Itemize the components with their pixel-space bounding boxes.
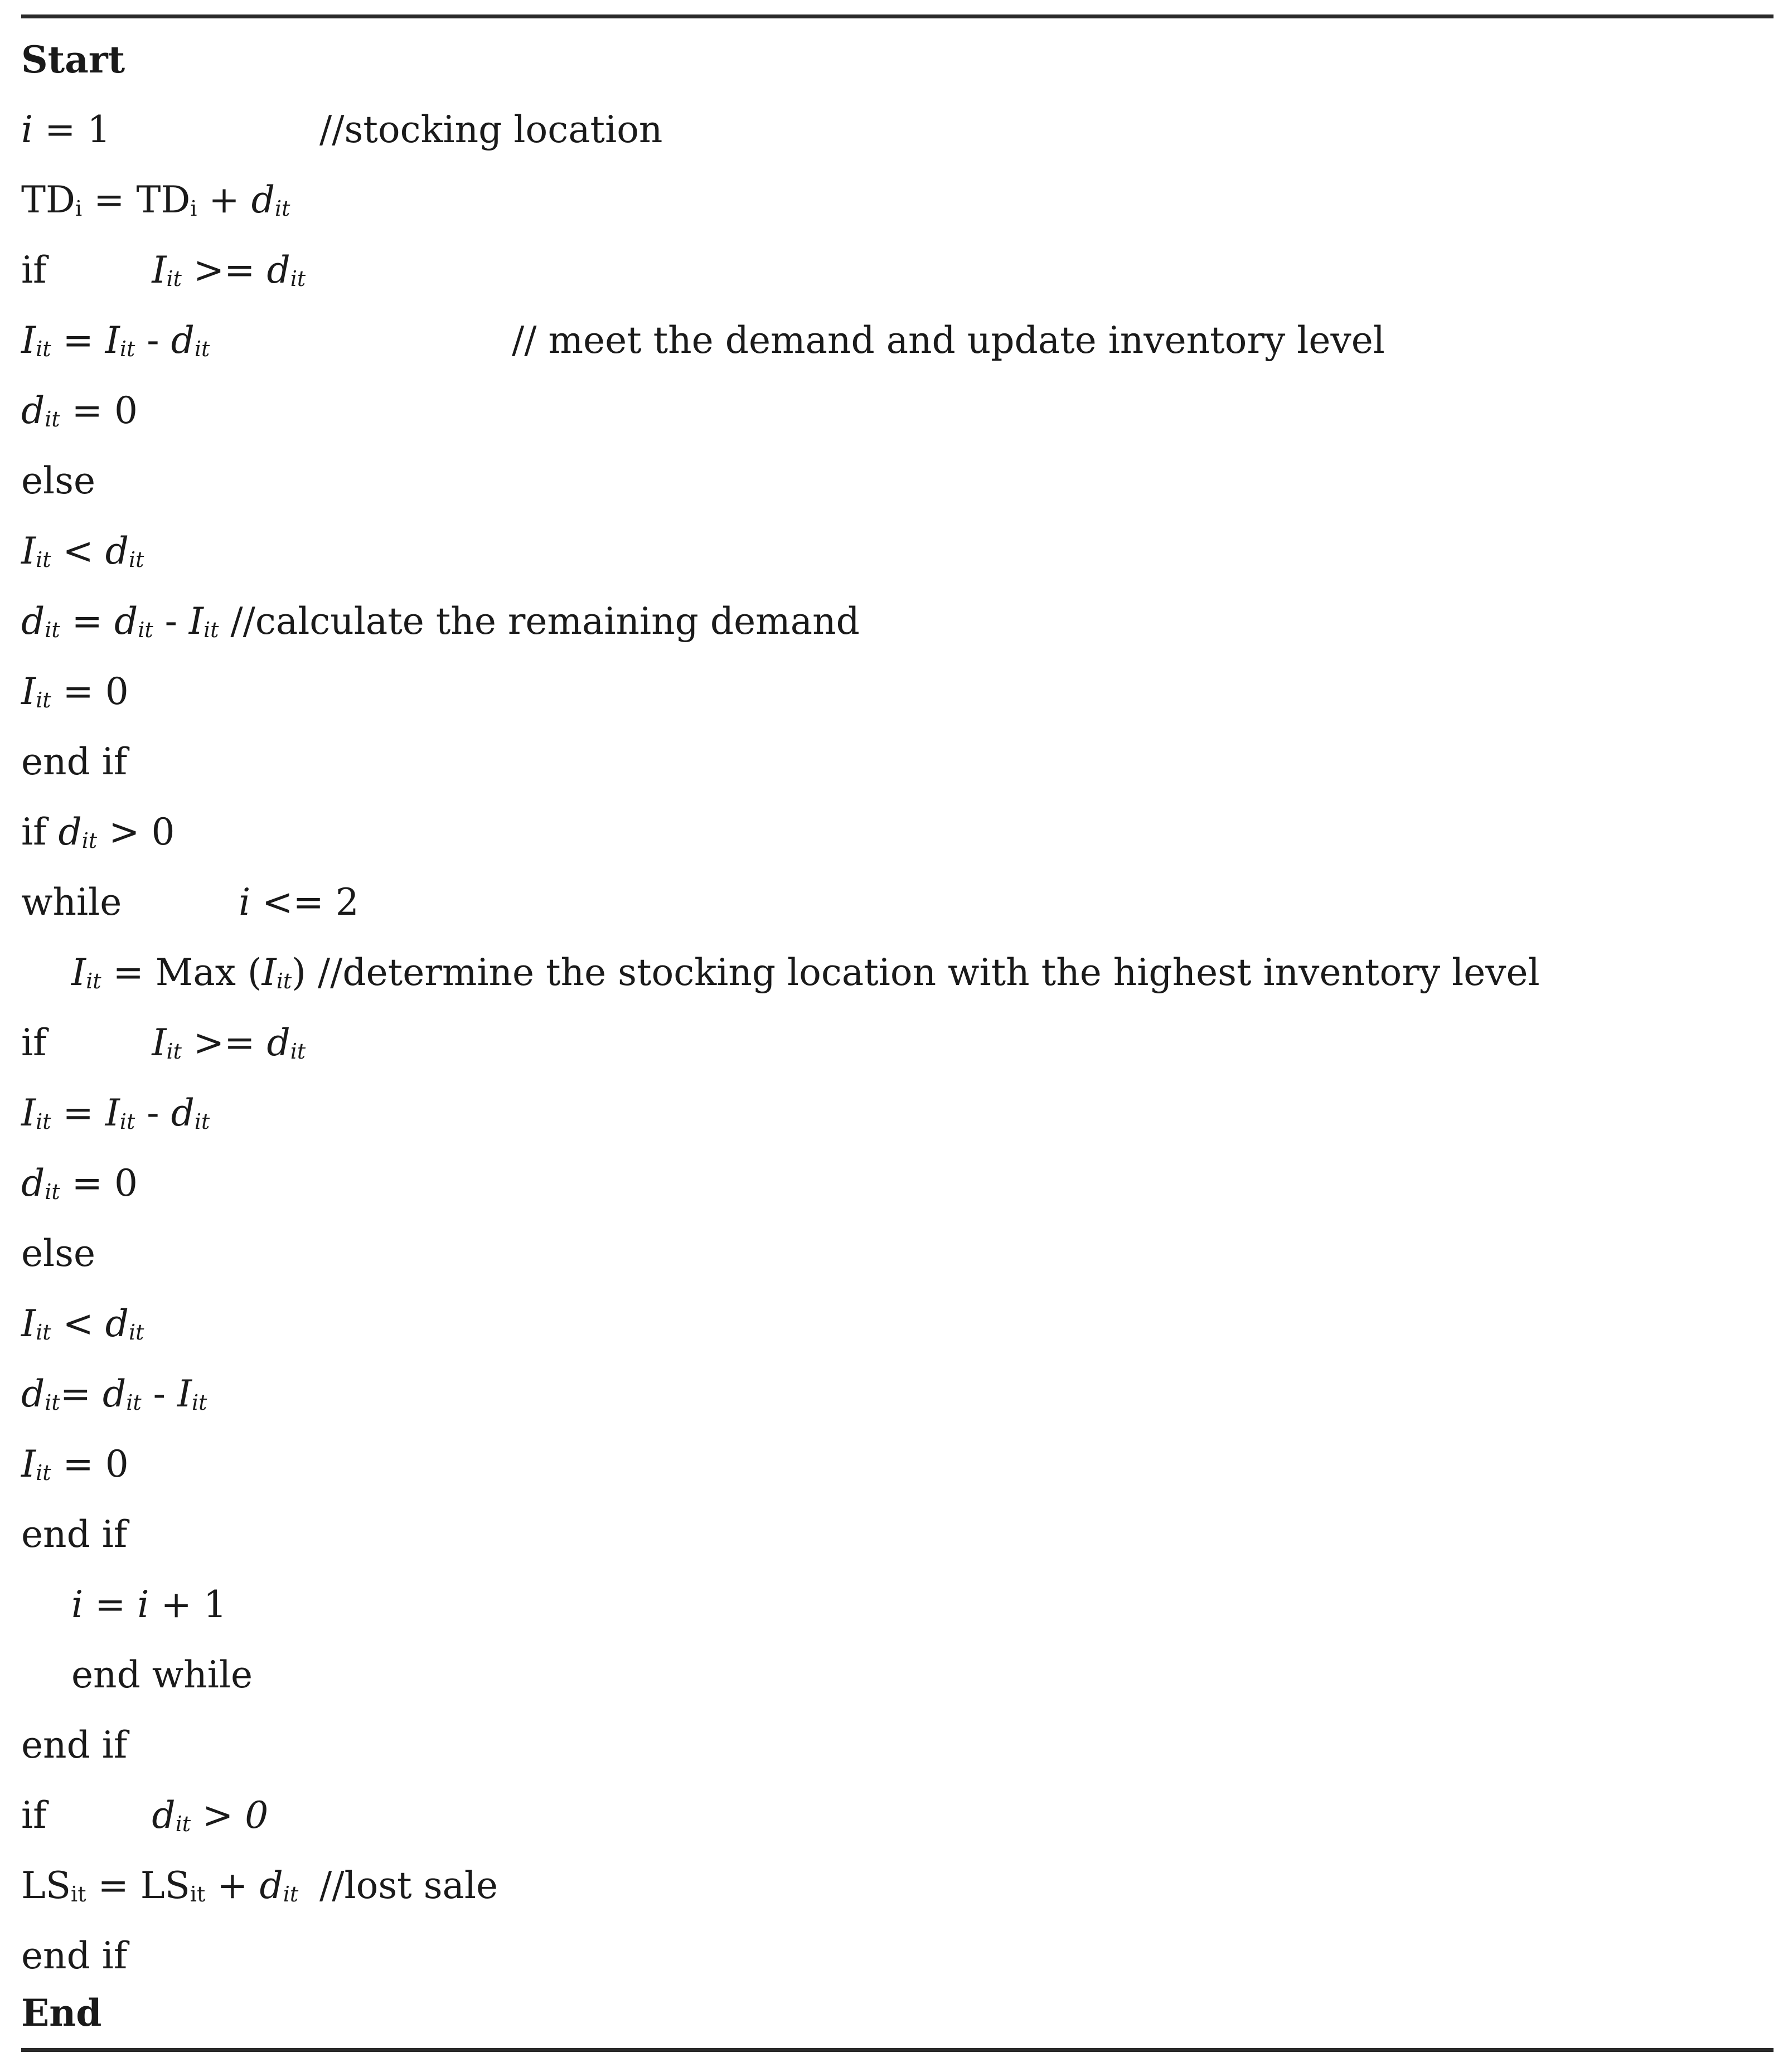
algo-line-23 [71, 1640, 253, 1710]
algo-code: LSit = LSit + dit [21, 1864, 299, 1907]
algo-line-1 [21, 95, 663, 165]
algo-line-25 [21, 1780, 268, 1851]
algo-code: Iit < dit [21, 530, 144, 572]
algo-code: dit = 0 [21, 389, 138, 432]
algo-line-5 [21, 376, 138, 446]
algo-code: end if [21, 1513, 128, 1556]
algo-line-12 [21, 867, 359, 938]
end-keyword: End [21, 1991, 102, 2035]
algo-line-9 [21, 657, 129, 727]
algo-line-16 [21, 1148, 138, 1219]
bottom-rule [21, 2048, 1774, 2052]
algo-code: if Iit >= dit [21, 1021, 306, 1064]
algo-line-17 [21, 1219, 95, 1289]
algo-line-24 [21, 1710, 127, 1780]
algo-comment: //lost sale [319, 1864, 498, 1907]
algo-code: Iit = Iit - dit [21, 319, 210, 362]
algo-line-19 [21, 1359, 207, 1429]
algo-line-14 [21, 1008, 306, 1078]
algo-code: i = 1 [21, 108, 111, 151]
algo-code: end if [21, 1934, 128, 1977]
algo-line-13 [71, 938, 1540, 1008]
algo-line-2 [21, 165, 290, 235]
algo-line-21 [21, 1500, 127, 1570]
algo-code: TDi = TDi + dit [21, 178, 290, 221]
algo-line-start [21, 25, 125, 95]
algo-code: Iit = Max (Iit) [71, 951, 318, 994]
algo-code: dit = 0 [21, 1162, 138, 1205]
algo-code: if Iit >= dit [21, 249, 306, 292]
algo-code: Iit < dit [21, 1302, 144, 1345]
algo-line-10 [21, 727, 127, 797]
algo-line-15 [21, 1078, 210, 1148]
algo-code: if dit > 0 [21, 811, 175, 853]
algo-code: else [21, 459, 96, 502]
algo-code: end while [71, 1653, 253, 1696]
algo-line-11 [21, 797, 175, 867]
algo-comment: // meet the demand and update inventory level [512, 319, 1385, 362]
algo-code: Iit = 0 [21, 670, 129, 713]
algo-code: Iit = Iit - dit [21, 1091, 210, 1134]
top-rule [21, 14, 1774, 18]
algo-line-22 [71, 1570, 227, 1640]
start-keyword: Start [21, 38, 125, 81]
algo-comment: //determine the stocking location with the highest inventory level [317, 951, 1540, 994]
algo-code: else [21, 1232, 96, 1275]
algo-line-6 [21, 446, 95, 516]
algo-code: end if [21, 740, 128, 783]
algo-code: Iit = 0 [21, 1443, 129, 1486]
algo-comment: //stocking location [319, 108, 663, 151]
algo-line-18 [21, 1289, 144, 1359]
algo-line-26 [21, 1851, 498, 1921]
algo-code: while i <= 2 [21, 881, 359, 924]
algo-line-end [21, 1978, 101, 2048]
algo-code: if dit > 0 [21, 1794, 269, 1837]
algo-code: end if [21, 1724, 128, 1767]
algo-line-4 [21, 305, 1385, 376]
algo-line-8 [21, 586, 860, 657]
algo-line-7 [21, 516, 144, 586]
algo-line-3 [21, 235, 306, 305]
algo-code: dit= dit - Iit [21, 1372, 207, 1415]
algo-line-20 [21, 1429, 129, 1500]
algo-code: dit = dit - Iit [21, 600, 219, 643]
algo-comment: //calculate the remaining demand [230, 600, 860, 643]
algo-code: i = i + 1 [71, 1583, 227, 1626]
